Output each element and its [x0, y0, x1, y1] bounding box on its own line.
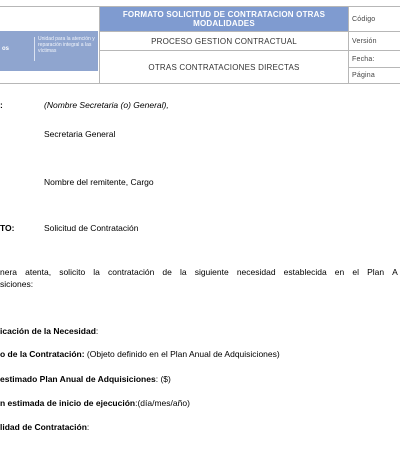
item-value: (Objeto definido en el Plan Anual de Adquisiciones): [84, 349, 280, 359]
list-item: [0, 398, 190, 408]
item-label: icación de la Necesidad: [0, 326, 96, 336]
codigo-label: Código: [348, 6, 400, 32]
intro-word: necesidad: [236, 267, 276, 277]
intro-word: establecida: [283, 267, 327, 277]
item-value: : ($): [155, 374, 171, 384]
item-value: :: [95, 326, 99, 336]
list-item: [0, 349, 280, 359]
logo-divider: [34, 37, 35, 61]
intro-word: contratación: [108, 267, 155, 277]
intro-line-1: [0, 266, 398, 278]
pagina-label: Página: [348, 67, 400, 84]
subprocess-name: OTRAS CONTRATACIONES DIRECTAS: [99, 50, 349, 84]
subject-value: Solicitud de Contratación: [44, 223, 139, 233]
intro-word: siguiente: [194, 267, 229, 277]
list-item: [0, 326, 98, 336]
intro-line-2: siciones:: [0, 279, 34, 289]
intro-word: la: [179, 267, 187, 277]
intro-word: solicito: [59, 267, 86, 277]
item-label: n estimada de inicio de ejecución: [0, 398, 136, 408]
intro-word: nera: [0, 267, 18, 277]
intro-word: el: [352, 267, 359, 277]
logo-side-text: os: [2, 46, 10, 52]
list-item: [0, 374, 171, 384]
from-value: Nombre del remitente, Cargo: [44, 177, 154, 187]
list-item: [0, 422, 89, 432]
logo: [0, 6, 100, 84]
document-header: [0, 0, 400, 88]
version-label: Versión: [348, 31, 400, 51]
intro-word: en: [334, 267, 345, 277]
fecha-label: Fecha:: [348, 50, 400, 68]
logo-text: Unidad para la atención y reparación integral a las víctimas: [38, 36, 95, 54]
to-label: :: [0, 100, 3, 110]
to-role: Secretaria General: [44, 129, 116, 139]
item-label: estimado Plan Anual de Adquisiciones: [0, 374, 156, 384]
intro-word: Plan: [367, 267, 385, 277]
item-value: :: [86, 422, 90, 432]
item-label: lidad de Contratación: [0, 422, 87, 432]
intro-paragraph: [0, 266, 398, 290]
subject-label: TO:: [0, 223, 15, 233]
item-value: :(día/mes/año): [135, 398, 190, 408]
intro-word: atenta,: [25, 267, 52, 277]
item-label: o de la Contratación:: [0, 349, 85, 359]
intro-word: de: [162, 267, 172, 277]
to-value: (Nombre Secretaria (o) General),: [44, 100, 169, 110]
intro-word: la: [93, 267, 100, 277]
process-name: PROCESO GESTION CONTRACTUAL: [99, 31, 349, 51]
intro-word: A: [392, 267, 398, 277]
form-title: FORMATO SOLICITUD DE CONTRATACION OTRAS MODALIDADES: [99, 6, 349, 32]
